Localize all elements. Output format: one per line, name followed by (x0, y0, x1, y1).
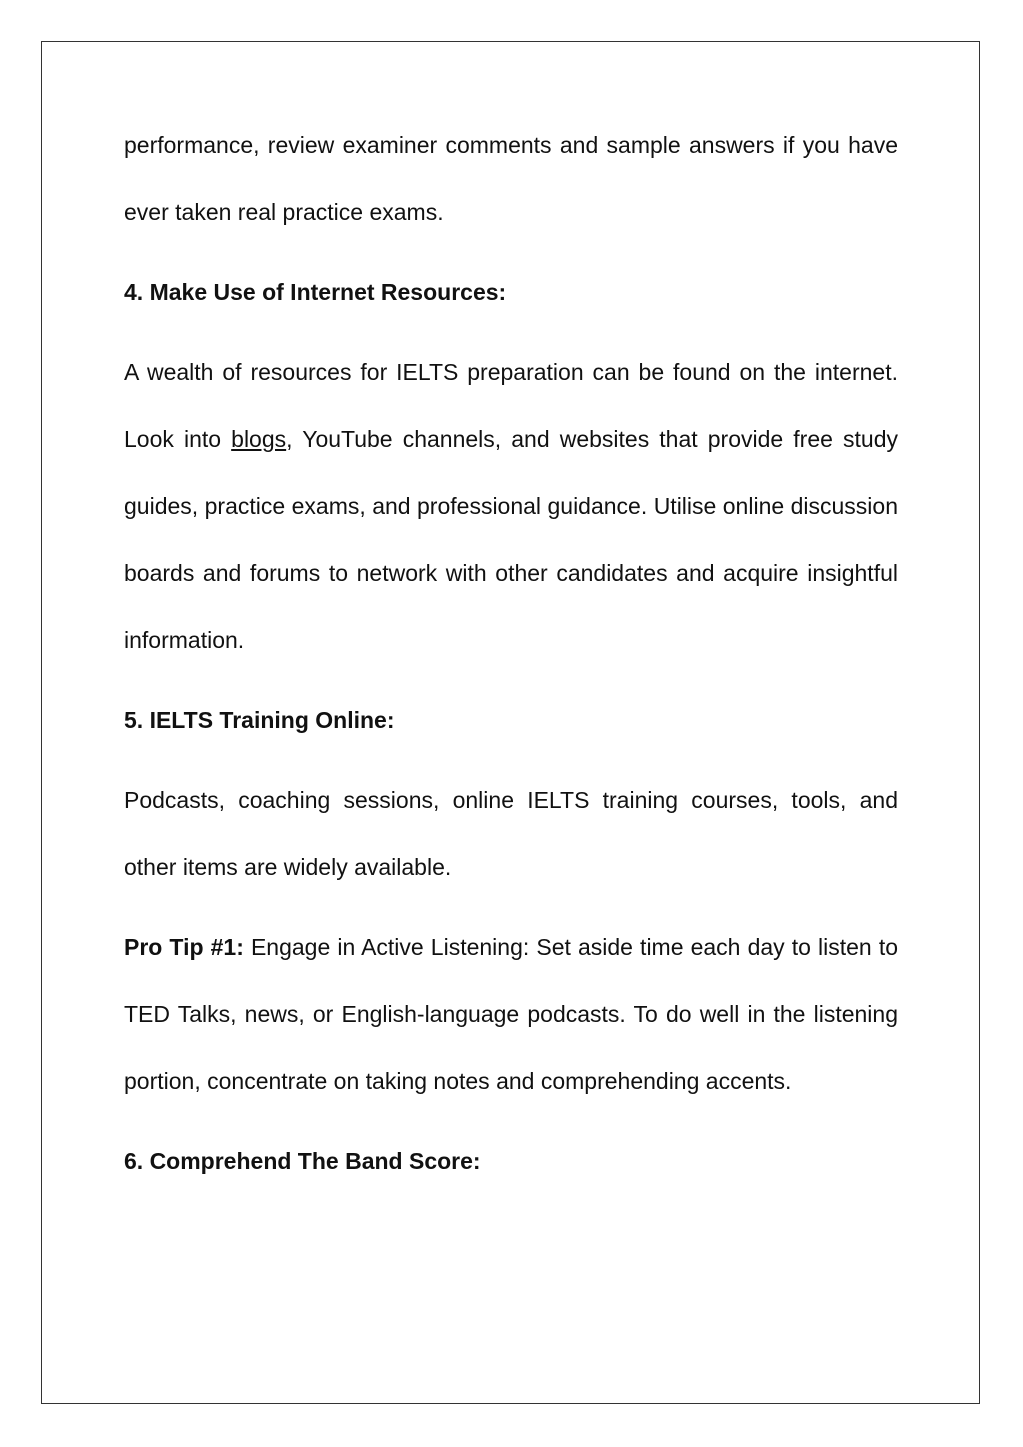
blogs-link[interactable]: blogs (231, 426, 287, 452)
paragraph-internet-resources (124, 339, 898, 674)
paragraph-text-start: A wealth of resources for IELTS preparation can be found on the internet. Look into (124, 359, 898, 452)
pro-tip-label: Pro Tip #1: (124, 934, 244, 960)
heading-ielts-training-online: 5. IELTS Training Online: (124, 707, 395, 733)
pro-tip-text: Engage in Active Listening: Set aside time each day to listen to TED Talks, news, or English-language podcasts. To do well in the listening portion, concentrate on taking notes and comprehending accents. (124, 934, 898, 1094)
heading-band-score: 6. Comprehend The Band Score: (124, 1148, 481, 1174)
paragraph-continuation: performance, review examiner comments and sample answers if you have ever taken real practice exams. (124, 132, 898, 225)
document-body (124, 112, 898, 1208)
heading-internet-resources: 4. Make Use of Internet Resources: (124, 279, 507, 305)
paragraph-ielts-training: Podcasts, coaching sessions, online IELTS training courses, tools, and other items are widely available. (124, 787, 898, 880)
pro-tip-paragraph (124, 914, 898, 1115)
paragraph-text-end: , YouTube channels, and websites that provide free study guides, practice exams, and professional guidance. Utilise online discussion boards and forums to network with other candidates and acquire insightful information. (124, 426, 898, 653)
